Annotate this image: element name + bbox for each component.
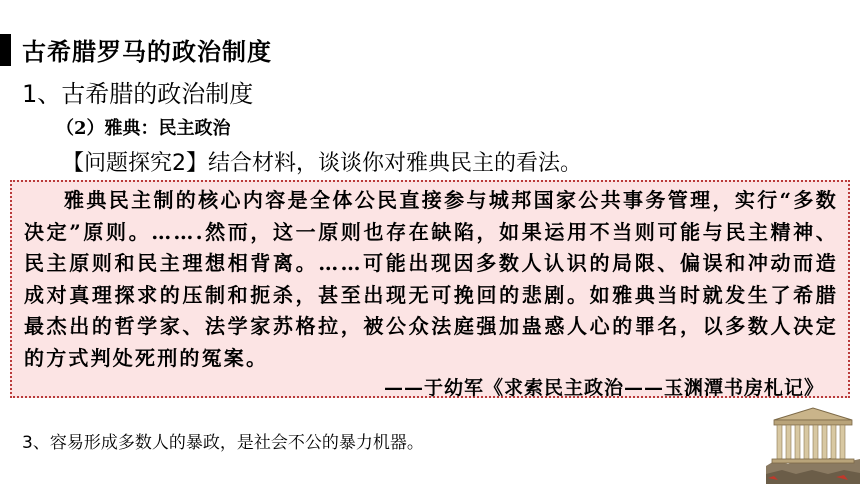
slide-title: 古希腊罗马的政治制度 <box>22 37 272 66</box>
conclusion-text: 3、容易形成多数人的暴政，是社会不公的暴力机器。 <box>22 433 424 453</box>
quote-box <box>10 180 850 398</box>
parthenon-icon <box>766 404 860 484</box>
quote-body: 雅典民主制的核心内容是全体公民直接参与城邦国家公共事务管理，实行“多数决定”原则。…….然而，这一原则也存在缺陷，如果运用不当则可能与民主精神、民主原则和民主理想相背离。……可能出现因多数人认识的局限、偏误和冲动而造成对真理探求的压制和扼杀，甚至出现无可挽回的悲剧。如雅典当时就发生了希腊最杰出的哲学家、法学家苏格拉，被公众法庭强加蛊惑人心的罪名，以多数人决定的方式判处死刑的冤案。 <box>24 188 838 370</box>
title-accent-bar <box>0 34 11 66</box>
quote-source: ——于幼军《求索民主政治——玉渊潭书房札记》 <box>383 377 824 399</box>
question-prompt: 【问题探究2】结合材料，谈谈你对雅典民主的看法。 <box>62 151 582 176</box>
subsection-heading: （2）雅典：民主政治 <box>56 118 231 139</box>
section-heading: 1、古希腊的政治制度 <box>22 80 254 108</box>
